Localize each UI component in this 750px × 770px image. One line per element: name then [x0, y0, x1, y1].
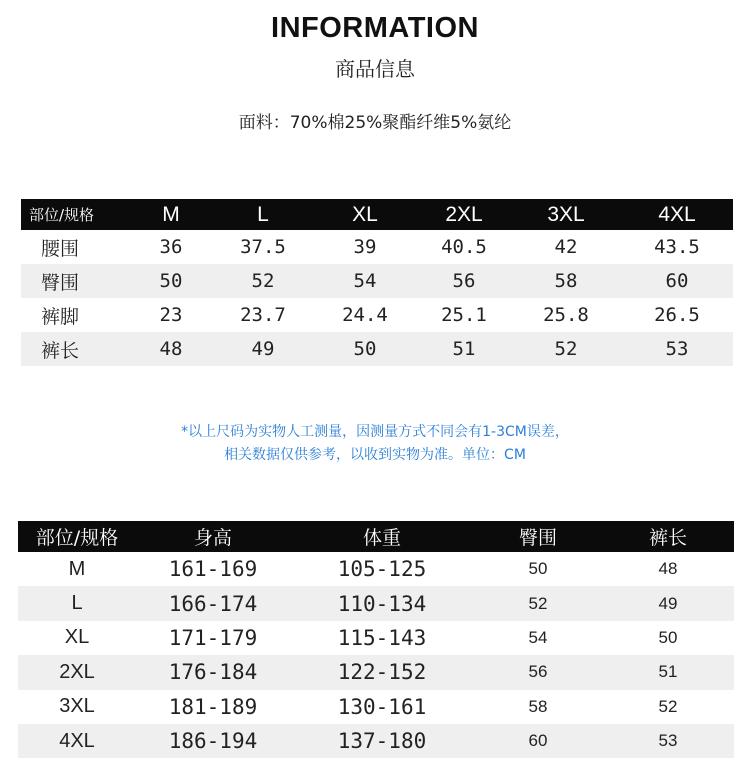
table-cell: 54: [313, 264, 417, 298]
table-cell: 53: [621, 332, 733, 366]
height-cell: 181-189: [168, 694, 258, 719]
table-row: [21, 230, 733, 264]
table-cell: 39: [353, 236, 377, 258]
weight-cell: 110-134: [290, 586, 474, 620]
table-cell: 51: [417, 332, 511, 366]
size-measurement-table: [21, 199, 733, 366]
height-cell: 186-194: [136, 724, 290, 758]
weight-cell: 115-143: [337, 625, 427, 650]
fit-header-cell: 部位/规格: [18, 521, 136, 552]
row-label: 裤脚: [41, 305, 80, 328]
size-cell: 4XL: [18, 724, 136, 758]
table-cell: 37.5: [240, 236, 286, 258]
table-cell: 56: [417, 264, 511, 298]
size-fit-table: [18, 521, 734, 758]
size-cell: L: [18, 586, 136, 620]
length-cell: 53: [602, 724, 734, 758]
table-cell: 23.7: [240, 304, 286, 326]
fit-header-cell: 臀围: [474, 521, 602, 552]
measurement-note: 相关数据仅供参考，以收到实物为准。单位：CM: [224, 447, 526, 463]
size-header-cell: 4XL: [621, 199, 733, 230]
size-header-cell: 2XL: [417, 199, 511, 230]
length-cell: 48: [658, 559, 678, 579]
table-cell: 49: [213, 332, 313, 366]
hip-cell: 58: [528, 696, 548, 716]
table-cell: 26.5: [654, 304, 700, 326]
table-cell: 43.5: [654, 236, 700, 258]
row-label: 臀围: [21, 264, 129, 298]
table-cell: 25.1: [441, 304, 487, 326]
length-cell: 51: [602, 655, 734, 689]
size-cell: M: [68, 557, 86, 580]
row-label: 裤长: [21, 332, 129, 366]
table-cell: 36: [159, 236, 183, 258]
row-label: 腰围: [41, 237, 80, 260]
length-cell: 52: [658, 696, 678, 716]
hip-cell: 54: [528, 627, 548, 647]
fit-header-row: [18, 521, 734, 552]
table-cell: 40.5: [441, 236, 487, 258]
table-cell: 60: [621, 264, 733, 298]
size-header-cell: L: [213, 199, 313, 230]
hip-cell: 56: [474, 655, 602, 689]
weight-cell: 105-125: [337, 557, 427, 582]
weight-cell: 137-180: [290, 724, 474, 758]
fit-header-cell: 体重: [290, 521, 474, 552]
height-cell: 161-169: [168, 557, 258, 582]
table-cell: 52: [213, 264, 313, 298]
height-cell: 176-184: [136, 655, 290, 689]
size-cell: XL: [64, 626, 90, 649]
table-row: [18, 724, 734, 758]
measurement-note: *以上尺码为实物人工测量，因测量方式不同会有1-3CM误差，: [181, 424, 569, 440]
table-cell: 24.4: [342, 304, 388, 326]
height-cell: 171-179: [168, 625, 258, 650]
table-row: [21, 298, 733, 332]
table-row: [18, 621, 734, 655]
hip-cell: 52: [474, 586, 602, 620]
weight-cell: 130-161: [337, 694, 427, 719]
table-row: [18, 586, 734, 620]
table-cell: 23: [159, 304, 183, 326]
size-header-row: [21, 199, 733, 230]
table-cell: 50: [129, 264, 213, 298]
table-row: [18, 552, 734, 586]
title-cn: 商品信息: [335, 57, 415, 81]
length-cell: 50: [658, 627, 678, 647]
size-header-cell: M: [129, 199, 213, 230]
title-en: INFORMATION: [271, 12, 479, 44]
size-header-cell: XL: [313, 199, 417, 230]
table-cell: 42: [554, 236, 578, 258]
size-cell: 2XL: [18, 655, 136, 689]
table-cell: 50: [313, 332, 417, 366]
hip-cell: 50: [528, 559, 548, 579]
weight-cell: 122-152: [290, 655, 474, 689]
table-row: [18, 690, 734, 724]
table-row: [21, 264, 733, 298]
size-header-cell: 3XL: [511, 199, 621, 230]
table-cell: 52: [511, 332, 621, 366]
fabric-composition: 面料：70%棉25%聚酯纤维5%氨纶: [238, 113, 512, 133]
table-cell: 48: [129, 332, 213, 366]
table-cell: 25.8: [543, 304, 589, 326]
hip-cell: 60: [474, 724, 602, 758]
length-cell: 49: [602, 586, 734, 620]
height-cell: 166-174: [136, 586, 290, 620]
fit-header-cell: 裤长: [602, 521, 734, 552]
table-cell: 58: [511, 264, 621, 298]
size-cell: 3XL: [59, 695, 95, 718]
fit-header-cell: 身高: [136, 521, 290, 552]
table-row: [18, 655, 734, 689]
table-row: [21, 332, 733, 366]
corner-label: 部位/规格: [21, 199, 129, 230]
